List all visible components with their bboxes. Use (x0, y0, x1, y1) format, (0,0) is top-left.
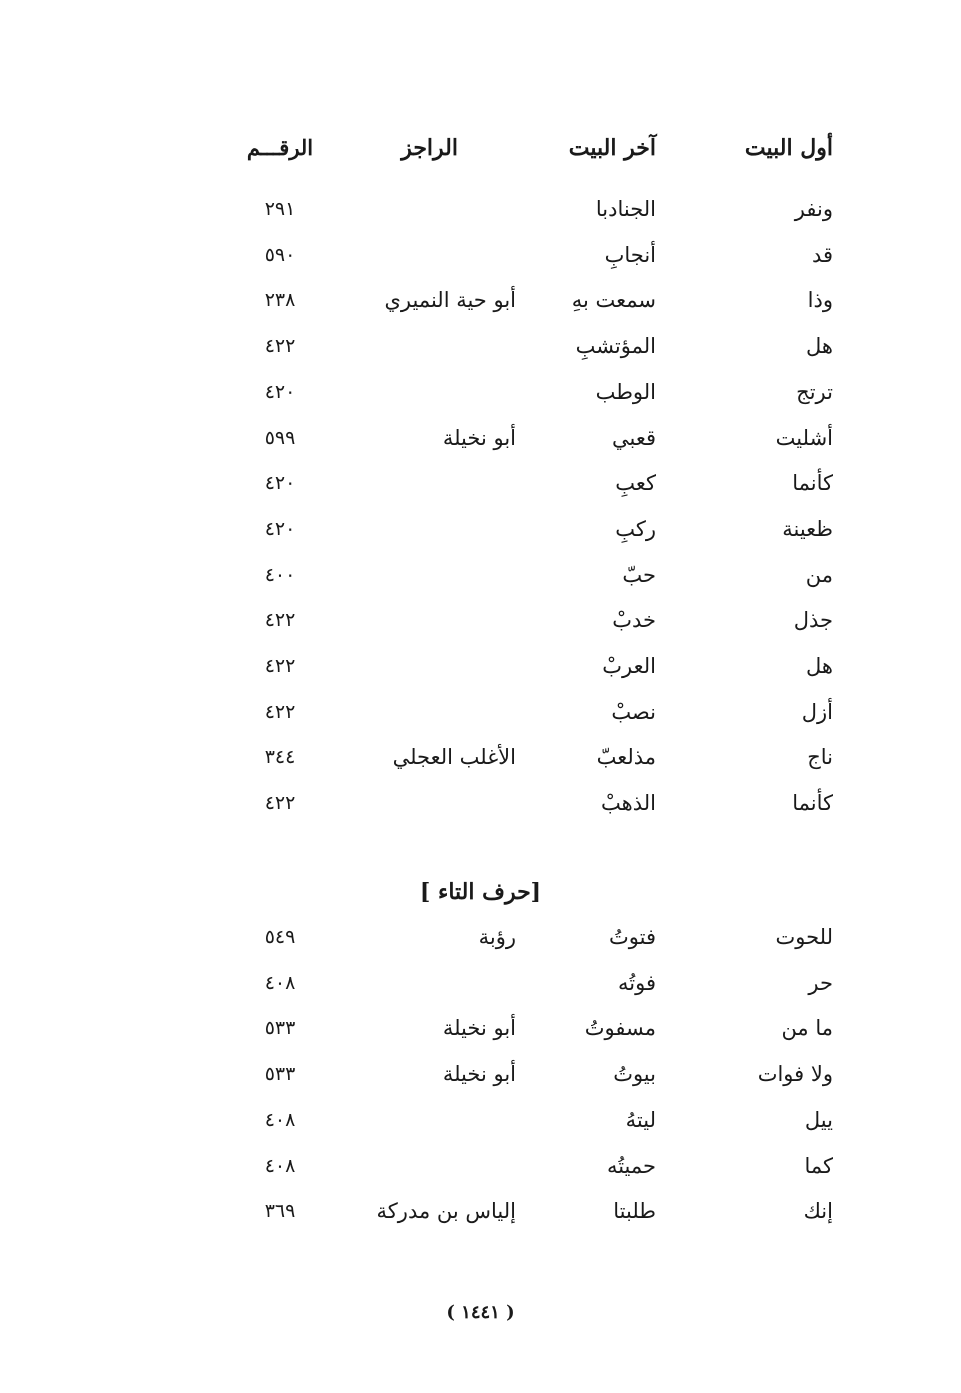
first-word: هل (806, 654, 833, 678)
first-word: هل (806, 334, 833, 359)
first-word: ناج (807, 745, 833, 770)
last-word: فوتُه (618, 970, 656, 995)
last-word: الجنادبا (595, 197, 656, 221)
last-word: نصبْ (611, 699, 656, 724)
section-title-ta: [حرف التاء ] (419, 879, 542, 905)
rajez-name: أبو نخيلة (442, 425, 516, 450)
rajez-name: رؤبة (478, 925, 516, 949)
verse-number: ٤٢٢ (264, 700, 296, 723)
table-row (0, 1100, 961, 1140)
table-row (0, 1054, 961, 1094)
last-word: المؤتشبِ (575, 334, 656, 359)
last-word: كعبِ (615, 471, 656, 496)
verse-number: ٤٢٢ (264, 609, 296, 632)
verse-number: ٢٣٨ (264, 289, 296, 312)
table-row (0, 418, 961, 458)
first-word: للحوت (775, 925, 833, 949)
table-row (0, 326, 961, 366)
first-word: حر (808, 970, 833, 995)
verse-number: ٤٢٢ (264, 335, 296, 358)
verse-number: ٣٦٩ (264, 1200, 296, 1223)
table-header (0, 128, 961, 168)
last-word: حميتُه (606, 1153, 656, 1178)
table-row (0, 783, 961, 823)
rajez-name: الأغلب العجلي (392, 745, 516, 770)
page-number: ( ١٤٤١ ) (446, 1302, 515, 1323)
rajez-name: أبو حية النميري (384, 288, 516, 313)
table-row (0, 509, 961, 549)
last-word: خدبْ (612, 608, 656, 633)
last-word: سمعت بهِ (571, 288, 656, 313)
first-word: قد (811, 242, 833, 267)
table-row (0, 555, 961, 595)
first-word: كأنما (792, 471, 833, 496)
last-word: مذلعبّ (596, 745, 656, 770)
last-word: العربْ (602, 654, 656, 678)
last-word: بيوتُ (613, 1062, 656, 1087)
table-row (0, 1146, 961, 1186)
verse-number: ٤٠٨ (264, 971, 296, 994)
last-word: ركبِ (615, 516, 656, 541)
table-row (0, 189, 961, 229)
verse-number: ٤٢٢ (264, 655, 296, 677)
table-row (0, 463, 961, 503)
rajez-name: إلياس بن مدركة (376, 1199, 516, 1224)
first-word: ترتج (796, 379, 833, 404)
table-row (0, 372, 961, 412)
last-word: الوطب (595, 379, 656, 404)
first-word: ولا فوات (757, 1062, 833, 1087)
verse-number: ٥٩٩ (264, 426, 296, 449)
table-row (0, 737, 961, 777)
first-word: وذا (807, 288, 833, 313)
verse-number: ٤٠٨ (264, 1108, 296, 1131)
first-word: إنك (803, 1199, 833, 1224)
first-word: كما (804, 1153, 833, 1178)
header-number: الرقـــم (246, 135, 314, 160)
verse-number: ٤٢٢ (264, 792, 296, 815)
last-word: حبّ (622, 562, 656, 587)
verse-number: ٤٠٠ (264, 563, 296, 586)
last-word: الذهبْ (601, 791, 656, 816)
table-row (0, 1008, 961, 1048)
verse-number: ٥٩٠ (264, 243, 296, 266)
table-row (0, 692, 961, 732)
last-word: قعبي (611, 425, 656, 450)
verse-number: ٢٩١ (264, 198, 296, 220)
first-word: ظعينة (782, 516, 833, 541)
table-row (0, 917, 961, 957)
first-word: ييل (804, 1107, 833, 1132)
first-word: ما من (781, 1016, 833, 1041)
verse-number: ٥٣٣ (264, 1017, 296, 1040)
first-word: جذل (793, 608, 833, 633)
verse-number: ٥٤٩ (264, 926, 296, 948)
verse-number: ٤٢٠ (264, 380, 296, 403)
first-word: أشليت (775, 425, 833, 450)
table-row (0, 600, 961, 640)
last-word: ليتهُ (625, 1107, 656, 1132)
header-rajez: الراجز (401, 135, 458, 161)
table-row (0, 280, 961, 320)
rajez-name: أبو نخيلة (442, 1016, 516, 1041)
rajez-name: أبو نخيلة (442, 1062, 516, 1087)
table-row (0, 963, 961, 1003)
last-word: أنجابِ (604, 242, 656, 267)
verse-number: ٣٤٤ (264, 746, 296, 769)
last-word: مسفوتُ (584, 1016, 656, 1041)
last-word: طلبتا (613, 1199, 656, 1224)
verse-number: ٥٣٣ (264, 1063, 296, 1086)
header-last-word: آخر البيت (568, 135, 656, 161)
first-word: أزل (801, 699, 833, 724)
last-word: فتوتُ (609, 925, 656, 949)
verse-number: ٤٠٨ (264, 1154, 296, 1177)
table-row (0, 1191, 961, 1231)
table-row (0, 235, 961, 275)
verse-number: ٤٢٠ (264, 472, 296, 495)
first-word: كأنما (792, 791, 833, 816)
header-first-word: أول البيت (744, 135, 833, 161)
first-word: من (805, 562, 833, 587)
verse-number: ٤٢٠ (264, 517, 296, 540)
table-row (0, 646, 961, 686)
first-word: ونفر (794, 197, 833, 221)
